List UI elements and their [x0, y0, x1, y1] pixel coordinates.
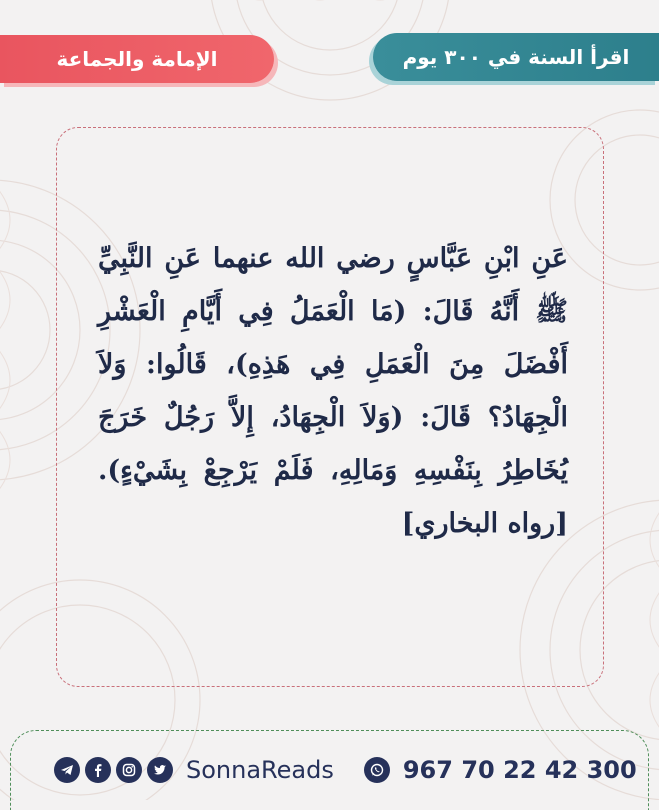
instagram-icon[interactable] — [116, 757, 142, 783]
hadith-text: عَنِ ابْنِ عَبَّاسٍ رضي الله عنهما عَنِ النَّبِيِّ ﷺ أَنَّهُ قَالَ: (مَا الْعَمَلُ فِي أَيَّامِ الْعَشْرِ أَفْضَلَ مِنَ الْعَمَلِ فِي هَذِهِ)، قَالُوا: وَلاَ الْجِهَادُ؟ قَالَ: (وَلاَ الْجِهَادُ، إِلاَّ رَجُلٌ خَرَجَ يُخَاطِرُ بِنَفْسِهِ وَمَالِهِ، فَلَمْ يَرْجِعْ بِشَيْءٍ). [رواه البخاري] — [98, 243, 568, 539]
series-banner — [373, 33, 659, 81]
facebook-icon[interactable] — [85, 757, 111, 783]
topic-banner — [0, 35, 274, 83]
series-label: اقرأ السنة في ٣٠٠ يوم — [402, 45, 630, 69]
topic-label: الإمامة والجماعة — [56, 47, 218, 71]
phone-number[interactable]: 967 70 22 42 300 — [402, 756, 637, 784]
telegram-icon[interactable] — [54, 757, 80, 783]
social-handle[interactable]: SonnaReads — [186, 756, 334, 784]
footer — [54, 752, 637, 788]
twitter-icon[interactable] — [147, 757, 173, 783]
whatsapp-icon[interactable] — [364, 757, 390, 783]
